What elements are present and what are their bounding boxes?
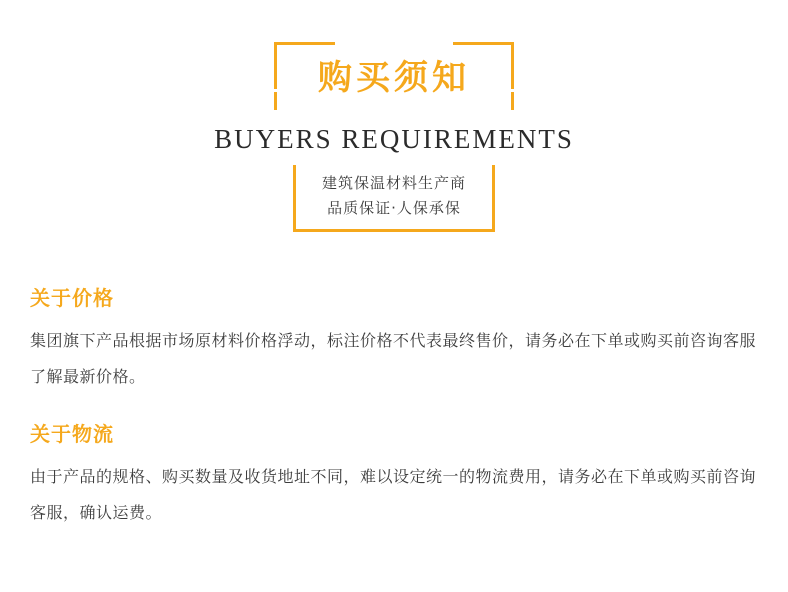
title-frame — [274, 42, 514, 110]
section-about-price — [30, 282, 760, 395]
section-heading-price: 关于价格 — [30, 286, 114, 310]
page-title-english: BUYERS REQUIREMENTS — [214, 124, 574, 154]
frame-corner-top-left — [274, 42, 335, 89]
subtitle-line-2: 品质保证·人保承保 — [327, 199, 461, 217]
frame-corner-bottom-right — [453, 92, 514, 110]
section-body-logistics: 由于产品的规格、购买数量及收货地址不同，难以设定统一的物流费用，请务必在下单或购买前咨询客服，确认运费。 — [30, 467, 757, 522]
page-title-chinese: 购买须知 — [318, 58, 470, 98]
subtitle-line-1: 建筑保温材料生产商 — [321, 174, 466, 192]
frame-corner-top-right — [453, 42, 514, 89]
section-about-logistics — [30, 418, 760, 531]
section-body-price: 集团旗下产品根据市场原材料价格浮动，标注价格不代表最终售价，请务必在下单或购买前咨询客服了解最新价格。 — [30, 331, 757, 386]
page-header — [0, 42, 788, 232]
frame-corner-bottom-left — [274, 92, 335, 110]
subtitle-box — [293, 165, 495, 232]
section-heading-logistics: 关于物流 — [30, 422, 114, 446]
